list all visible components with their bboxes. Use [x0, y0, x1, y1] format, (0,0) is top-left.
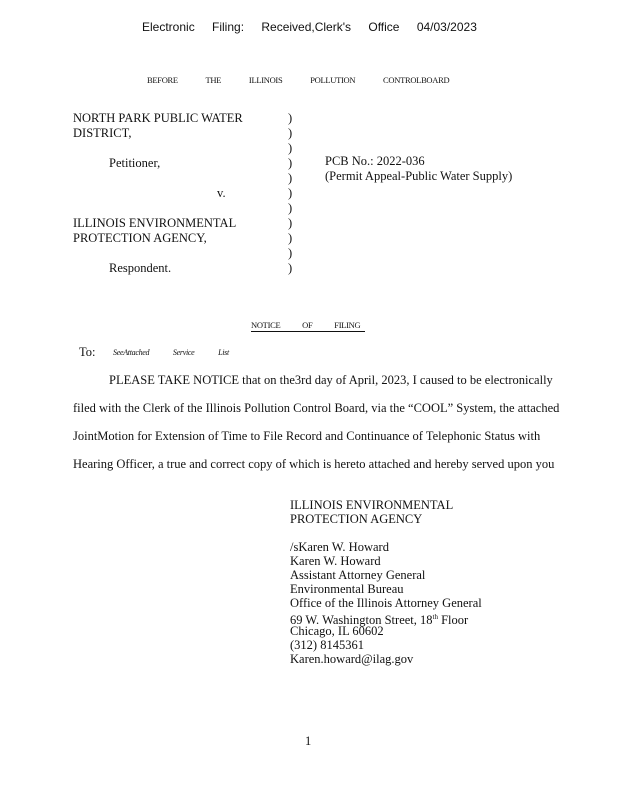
- versus-label: v.: [217, 186, 226, 200]
- petitioner-label: Petitioner,: [109, 156, 161, 170]
- electronic-signature: /sKaren W. Howard: [290, 540, 389, 554]
- agency-name-line-1: ILLINOIS ENVIRONMENTAL: [290, 498, 454, 512]
- notice-body-line-3: JointMotion for Extension of Time to File Record and Continuance of Telephonic Status with: [73, 429, 541, 443]
- petitioner-name-line-1: NORTH PARK PUBLIC WATER: [73, 111, 243, 125]
- case-number-block: [325, 154, 512, 184]
- notice-body-line-4: Hearing Officer, a true and correct copy of which is hereto attached and hereby served upon you: [73, 457, 555, 471]
- case-caption-parties: [73, 111, 243, 276]
- street-address: 69 W. Washington Street, 18th Floor: [290, 613, 469, 628]
- respondent-name-line-2: PROTECTION AGENCY,: [73, 231, 207, 245]
- respondent-label: Respondent.: [109, 261, 172, 275]
- paren: ): [288, 141, 293, 155]
- attorney-title: Assistant Attorney General: [290, 568, 426, 582]
- attorney-name: Karen W. Howard: [290, 554, 381, 568]
- paren: ): [288, 216, 293, 230]
- office-name: Office of the Illinois Attorney General: [290, 596, 482, 610]
- paren: ): [288, 261, 293, 275]
- notice-of-filing-title: NOTICE OF FILING: [251, 320, 365, 332]
- notice-body-line-2: filed with the Clerk of the Illinois Pollution Control Board, via the “COOL” System, the attached: [73, 401, 560, 415]
- city-state-zip: Chicago, IL 60602: [290, 624, 384, 638]
- phone-number: (312) 8145361: [290, 638, 364, 652]
- page-number: 1: [305, 734, 312, 748]
- paren: ): [288, 201, 293, 215]
- paren: ): [288, 156, 293, 170]
- respondent-name-line-1: ILLINOIS ENVIRONMENTAL: [73, 216, 237, 230]
- filing-stamp-header: Electronic Filing: Received,Clerk's Office 04/03/2023: [142, 20, 477, 34]
- service-list-reference: SeeAttached Service List: [113, 348, 229, 357]
- bureau-name: Environmental Bureau: [290, 582, 404, 596]
- signature-block: [290, 498, 482, 666]
- to-label: To:: [79, 345, 96, 359]
- petitioner-name-line-2: DISTRICT,: [73, 126, 132, 140]
- board-title: BEFORE THE ILLINOIS POLLUTION CONTROLBOARD: [147, 75, 450, 85]
- paren: ): [288, 126, 293, 140]
- paren: ): [288, 231, 293, 245]
- pcb-number: PCB No.: 2022-036: [325, 154, 425, 168]
- paren: ): [288, 186, 293, 200]
- pcb-case-type: (Permit Appeal-Public Water Supply): [325, 169, 513, 183]
- paren: ): [288, 111, 293, 125]
- paren: ): [288, 171, 293, 185]
- notice-body-line-1: PLEASE TAKE NOTICE that on the3rd day of April, 2023, I caused to be electronically: [109, 373, 553, 387]
- email-address: Karen.howard@ilag.gov: [290, 652, 414, 666]
- paren: ): [288, 246, 293, 260]
- caption-parenthesis-column: [288, 111, 292, 276]
- agency-name-line-2: PROTECTION AGENCY: [290, 512, 423, 526]
